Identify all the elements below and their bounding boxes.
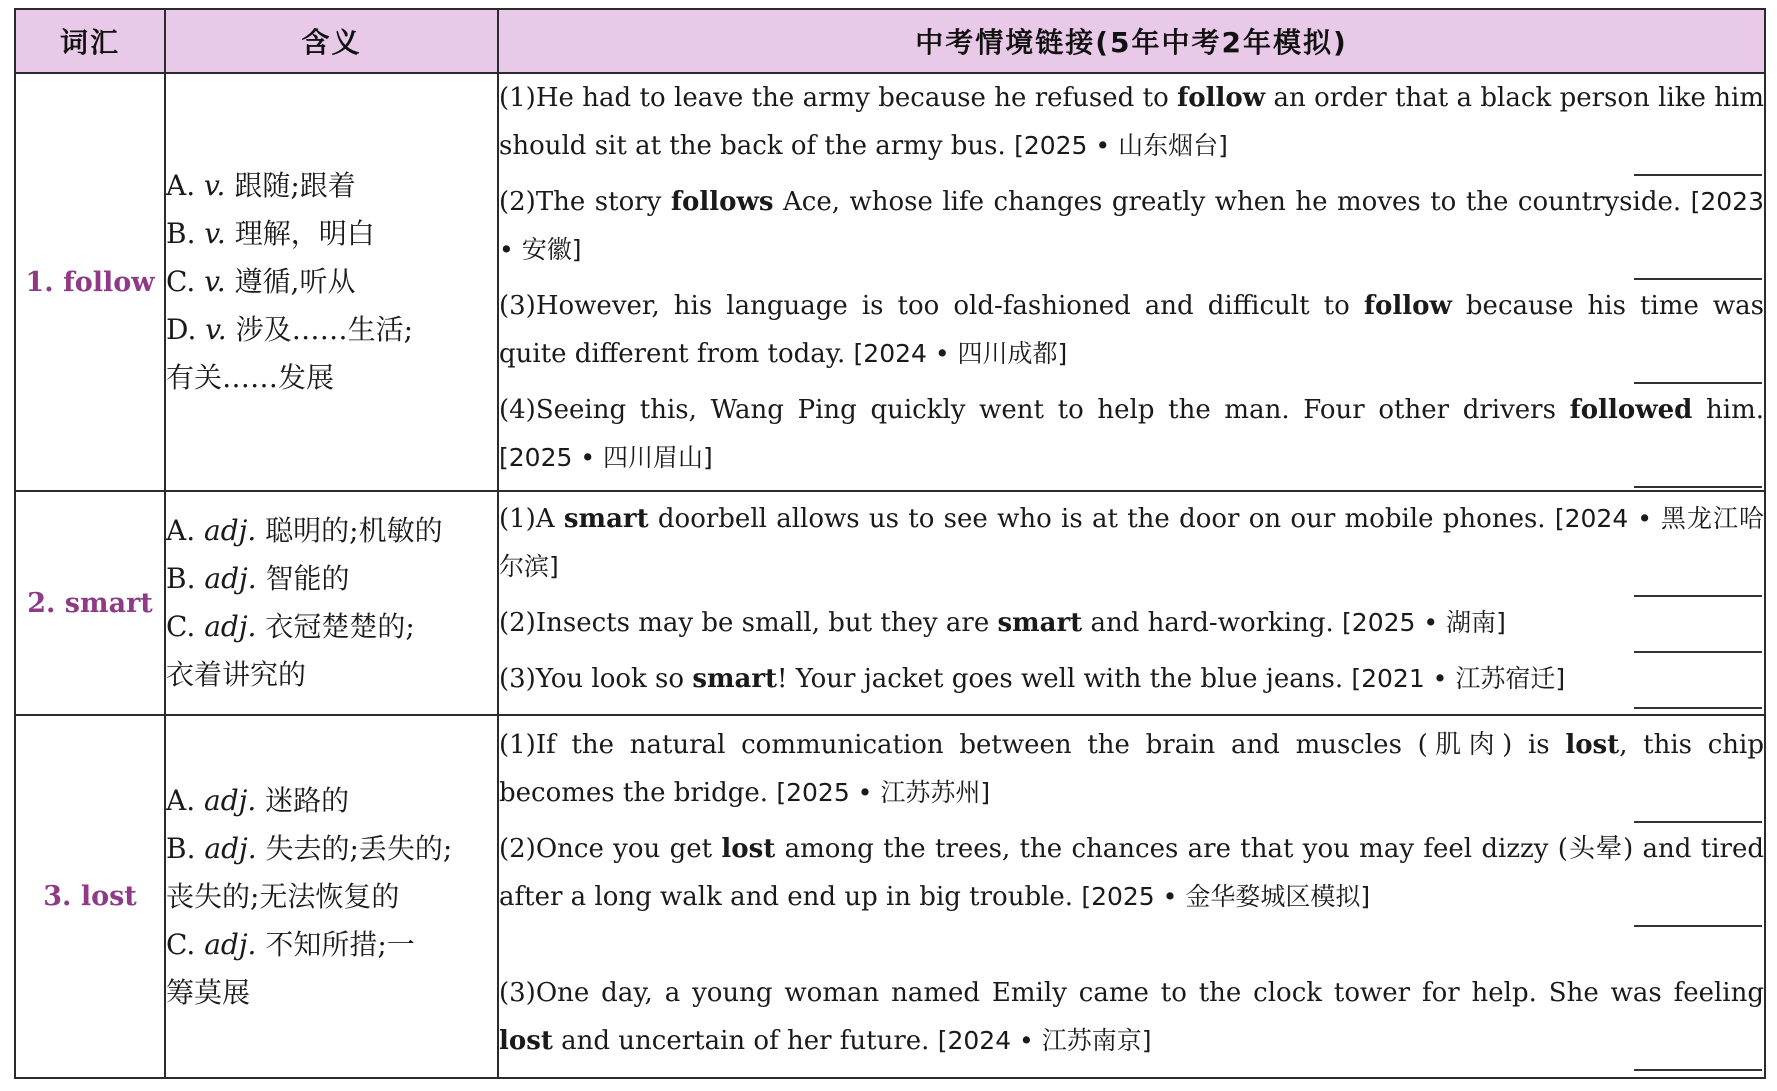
header-context: 中考情境链接(5年中考2年模拟)	[498, 9, 1765, 73]
meaning-line: B. v. 理解，明白	[166, 217, 375, 250]
table-row-smart	[15, 491, 1765, 715]
meaning-line: C. v. 遵循,听从	[166, 265, 356, 298]
examples-cell	[498, 491, 1765, 715]
examples-cell	[498, 715, 1765, 1078]
meaning-line: 筹莫展	[166, 975, 251, 1009]
answer-blank[interactable]	[1634, 1068, 1762, 1071]
meaning-cell	[165, 491, 498, 715]
vocab-word: 3. lost	[15, 715, 165, 1078]
examples-cell	[498, 73, 1765, 491]
vocab-word: 2. smart	[15, 491, 165, 715]
answer-blank[interactable]	[1634, 594, 1762, 597]
meaning-line: D. v. 涉及……生活;	[166, 313, 414, 346]
vocabulary-table	[14, 8, 1766, 1079]
example-sentence: (3)You look so smart! Your jacket goes well with the blue jeans. [2021 • 江苏宿迁]	[499, 655, 1764, 711]
meaning-line: 有关……发展	[166, 361, 335, 394]
example-sentence: (1)He had to leave the army because he refused to follow an order that a black person like him should sit at the back of the army bus. [2025 • 山东烟台]	[499, 74, 1764, 178]
example-sentence: (4)Seeing this, Wang Ping quickly went to help the man. Four other drivers followed him. [2025 • 四川眉山]	[499, 386, 1764, 490]
header-word: 词汇	[15, 9, 165, 73]
table-row-lost	[15, 715, 1765, 1078]
meaning-line: B. adj. 智能的	[166, 562, 350, 595]
meaning-line: B. adj. 失去的;丢失的;	[166, 831, 453, 865]
answer-blank[interactable]	[1634, 277, 1762, 280]
meaning-line: 衣着讲究的	[166, 658, 307, 691]
answer-blank[interactable]	[1634, 381, 1762, 384]
example-sentence: (1)A smart doorbell allows us to see who is at the door on our mobile phones. [2024 • 黑龙江哈尔滨]	[499, 495, 1764, 599]
example-sentence: (2)Insects may be small, but they are smart and hard-working. [2025 • 湖南]	[499, 599, 1764, 655]
answer-blank[interactable]	[1634, 924, 1762, 927]
meaning-cell	[165, 73, 498, 491]
vocab-word: 1. follow	[15, 73, 165, 491]
table-row-follow	[15, 73, 1765, 491]
example-sentence: (3)One day, a young woman named Emily came to the clock tower for help. She was feeling lost and uncertain of her future. [2024 • 江苏南京]	[499, 969, 1764, 1073]
meaning-line: A. adj. 迷路的	[166, 783, 350, 817]
example-sentence: (3)However, his language is too old-fashioned and difficult to follow because his time was quite different from today. [2024 • 四川成都]	[499, 282, 1764, 386]
meaning-cell	[165, 715, 498, 1078]
answer-blank[interactable]	[1634, 650, 1762, 653]
meaning-line: C. adj. 衣冠楚楚的;	[166, 610, 415, 643]
example-sentence: (2)Once you get lost among the trees, the chances are that you may feel dizzy (头晕) and tired after a long walk and end up in big trouble. [2025 • 金华婺城区模拟]	[499, 825, 1764, 929]
answer-blank[interactable]	[1634, 820, 1762, 823]
meaning-line: 丧失的;无法恢复的	[166, 879, 400, 913]
example-sentence: (1)If the natural communication between the brain and muscles (肌肉) is lost, this chip becomes the bridge. [2025 • 江苏苏州]	[499, 721, 1764, 825]
spacer	[499, 929, 1764, 969]
table-header-row	[15, 9, 1765, 73]
answer-blank[interactable]	[1634, 173, 1762, 176]
meaning-line: A. v. 跟随;跟着	[166, 169, 356, 202]
header-meaning: 含义	[165, 9, 498, 73]
example-sentence: (2)The story follows Ace, whose life changes greatly when he moves to the countryside. [2023 • 安徽]	[499, 178, 1764, 282]
answer-blank[interactable]	[1634, 706, 1762, 709]
answer-blank[interactable]	[1634, 485, 1762, 488]
meaning-line: A. adj. 聪明的;机敏的	[166, 514, 443, 547]
meaning-line: C. adj. 不知所措;一	[166, 927, 415, 961]
